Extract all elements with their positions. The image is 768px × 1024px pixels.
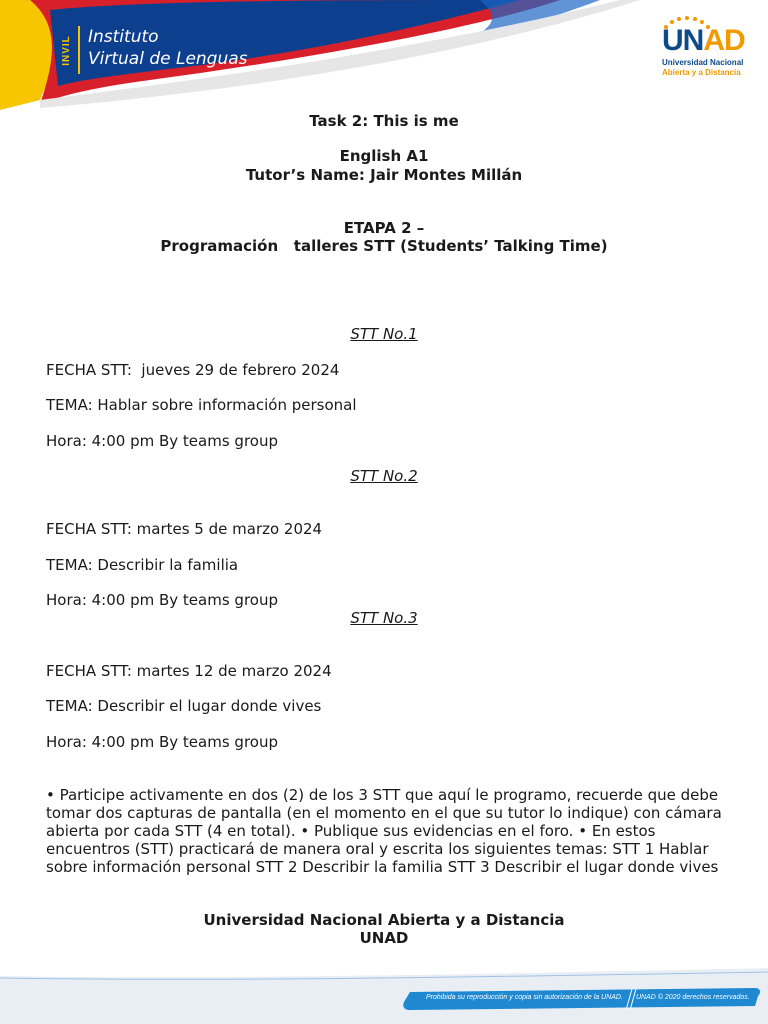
- unad-subtitle-1: Universidad Nacional: [662, 58, 744, 67]
- tutor-name: Tutor’s Name: Jair Montes Millán: [245, 166, 523, 184]
- course-name: English A1: [339, 147, 429, 165]
- stt-1-hora: Hora: 4:00 pm By teams group: [46, 432, 278, 450]
- programacion-heading: Programación talleres STT (Students’ Talking Time): [160, 237, 608, 255]
- instructions-paragraph: • Participe activamente en dos (2) de los 3 STT que aquí le programo, recuerde que debe tomar dos capturas de pantalla (en el momento en el que su tutor lo indique) con cámara abierta por cada STT (4 en total). • Publique sus evidencias en el foro. • En estos encuentros (STT) practicará de manera oral y escrita los siguientes temas: STT 1 Hablar sobre información personal STT 2 Describir la familia STT 3 Describir el lugar donde vives: [46, 786, 722, 876]
- stt-3-tema: TEMA: Describir el lugar donde vives: [46, 697, 322, 715]
- stt-3-fecha: FECHA STT: martes 12 de marzo 2024: [46, 662, 332, 680]
- instituto-line-1: Instituto: [88, 27, 159, 47]
- invil-vertical-label: INVIL: [60, 34, 72, 66]
- stt-1-fecha: FECHA STT: jueves 29 de febrero 2024: [46, 361, 340, 379]
- stt-3-hora: Hora: 4:00 pm By teams group: [46, 733, 278, 751]
- unad-wordmark: UNAD: [662, 24, 745, 57]
- document-title: Task 2: This is me: [309, 112, 459, 130]
- university-abbreviation: UNAD: [359, 929, 409, 947]
- instituto-line-2: Virtual de Lenguas: [88, 49, 248, 69]
- stt-2-hora: Hora: 4:00 pm By teams group: [46, 591, 278, 609]
- etapa-heading: ETAPA 2 –: [343, 219, 425, 237]
- stt-2-tema: TEMA: Describir la familia: [46, 556, 239, 574]
- logo-divider: [78, 26, 80, 74]
- page-footer-band: [0, 966, 768, 1024]
- copyright-notice: UNAD © 2020 derechos reservados.: [636, 994, 750, 1001]
- stt-1-heading: STT No.1: [350, 325, 418, 343]
- page-header: [0, 0, 768, 110]
- stt-1-tema: TEMA: Hablar sobre información personal: [46, 396, 357, 414]
- copy-prohibition-notice: Prohibida su reproducción y copia sin autorización de la UNAD.: [426, 994, 623, 1001]
- university-name: Universidad Nacional Abierta y a Distancia: [203, 911, 565, 929]
- unad-subtitle-2: Abierta y a Distancia: [662, 68, 741, 77]
- instituto-logo-text: [88, 26, 248, 70]
- unad-logo: [660, 16, 744, 82]
- stt-3-heading: STT No.3: [350, 609, 418, 627]
- stt-2-heading: STT No.2: [350, 467, 418, 485]
- stt-2-fecha: FECHA STT: martes 5 de marzo 2024: [46, 520, 323, 538]
